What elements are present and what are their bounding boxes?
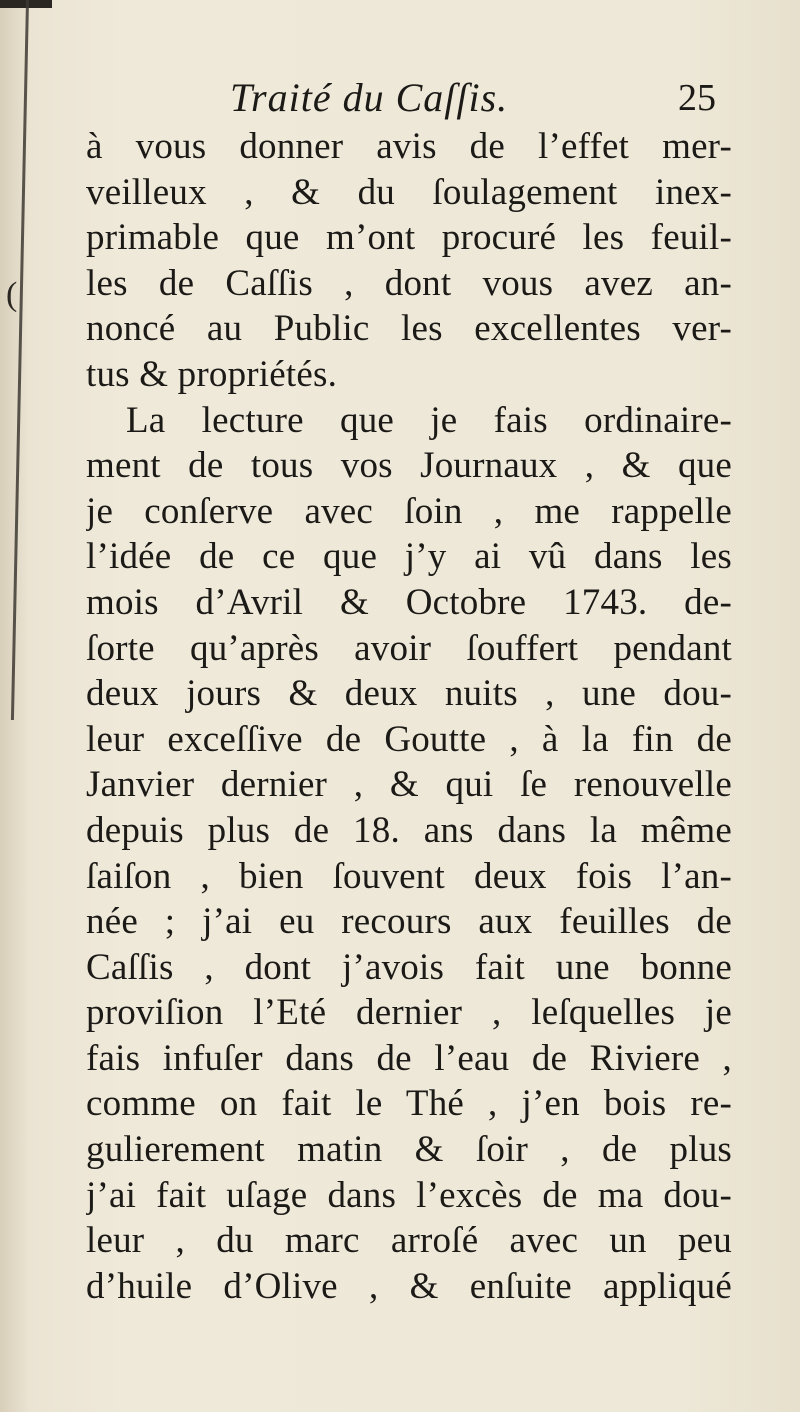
- text-line: à vous donner avis de l’effet mer-: [86, 126, 732, 167]
- text-line: je conſerve avec ſoin , me rappelle: [86, 490, 732, 532]
- text-line-paragraph-start: La lecture que je fais ordinaire-: [126, 399, 732, 441]
- text-line: les de Caſſis , dont vous avez an-: [86, 262, 732, 304]
- page-number: 25: [678, 77, 716, 119]
- text-line: veilleux , & du ſoulagement inex-: [86, 171, 732, 213]
- text-line: depuis plus de 18. ans dans la même: [86, 809, 732, 851]
- text-line: leur , du marc arroſé avec un peu: [86, 1220, 732, 1262]
- text-line: leur exceſſive de Goutte , à la fin de: [86, 718, 732, 760]
- text-line: primable que m’ont procuré les feuil-: [86, 217, 732, 259]
- text-line: née ; j’ai eu recours aux feuilles de: [86, 901, 732, 943]
- text-line: Janvier dernier , & qui ſe renouvelle: [86, 764, 732, 806]
- body-text: [86, 124, 732, 1309]
- text-line: ſorte qu’après avoir ſouffert pendant: [86, 627, 732, 669]
- text-line: Caſſis , dont j’avois fait une bonne: [86, 946, 732, 988]
- text-line: tus & propriétés.: [86, 353, 338, 395]
- text-line: l’idée de ce que j’y ai vû dans les: [86, 536, 732, 578]
- text-line: mois d’Avril & Octobre 1743. de-: [86, 581, 732, 623]
- text-line: ment de tous vos Journaux , & que: [86, 445, 732, 487]
- running-title: Traité du Caſſis.: [230, 75, 509, 120]
- text-line: fais infuſer dans de l’eau de Riviere ,: [86, 1037, 732, 1079]
- text-line: j’ai fait uſage dans l’excès de ma dou-: [86, 1174, 732, 1216]
- margin-bracket-mark: (: [6, 276, 18, 313]
- gutter-shadow: [0, 0, 29, 720]
- text-line: deux jours & deux nuits , une dou-: [86, 673, 732, 715]
- text-line: ſaiſon , bien ſouvent deux fois l’an-: [86, 855, 732, 897]
- text-line: noncé au Public les excellentes ver-: [86, 308, 732, 350]
- text-line: gulierement matin & ſoir , de plus: [86, 1129, 732, 1171]
- text-line: comme on fait le Thé , j’en bois re-: [86, 1083, 732, 1125]
- text-line: d’huile d’Olive , & enſuite appliqué: [86, 1265, 732, 1307]
- running-head: [90, 72, 730, 124]
- text-line: proviſion l’Eté dernier , leſquelles je: [86, 992, 732, 1034]
